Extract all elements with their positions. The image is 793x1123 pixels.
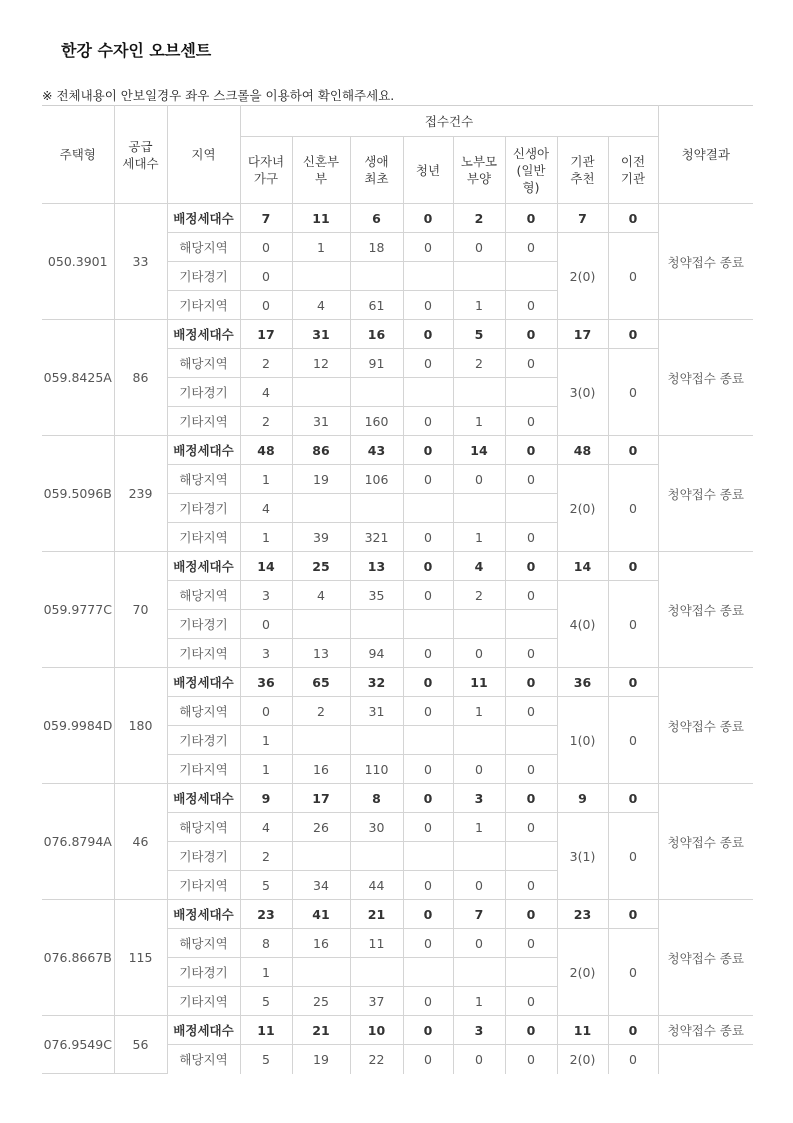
count-cell: 0 — [240, 262, 292, 291]
alloc-value-cell: 2 — [453, 204, 505, 233]
alloc-value-cell: 11 — [453, 668, 505, 697]
house-type-cell: 050.3901 — [42, 204, 114, 320]
alloc-value-cell: 65 — [292, 668, 350, 697]
alloc-value-cell: 0 — [403, 204, 453, 233]
count-cell: 2 — [240, 842, 292, 871]
count-cell: 0 — [403, 407, 453, 436]
count-cell: 44 — [350, 871, 403, 900]
count-cell: 2 — [453, 349, 505, 378]
count-cell — [292, 958, 350, 987]
count-cell: 0 — [505, 581, 557, 610]
count-cell — [453, 610, 505, 639]
supply-units-cell: 70 — [114, 552, 167, 668]
region-label-cell: 해당지역 — [167, 233, 240, 262]
count-cell: 0 — [240, 697, 292, 726]
region-label-cell: 기타경기 — [167, 726, 240, 755]
count-cell: 16 — [292, 755, 350, 784]
count-cell — [453, 726, 505, 755]
header-col: 노부모 부양 — [453, 137, 505, 204]
count-cell: 0 — [403, 929, 453, 958]
count-cell: 0 — [403, 813, 453, 842]
alloc-value-cell: 0 — [403, 320, 453, 349]
count-cell: 0 — [505, 465, 557, 494]
relocation-cell: 0 — [608, 233, 658, 320]
alloc-value-cell: 0 — [403, 1016, 453, 1045]
region-label-cell: 해당지역 — [167, 929, 240, 958]
region-label-cell: 기타지역 — [167, 523, 240, 552]
relocation-cell: 0 — [608, 349, 658, 436]
count-cell: 31 — [292, 407, 350, 436]
alloc-value-cell: 17 — [292, 784, 350, 813]
count-cell — [292, 378, 350, 407]
count-cell — [292, 494, 350, 523]
count-cell: 5 — [240, 871, 292, 900]
count-cell: 3 — [240, 581, 292, 610]
count-cell — [403, 726, 453, 755]
count-cell — [403, 958, 453, 987]
region-label-cell: 기타지역 — [167, 987, 240, 1016]
alloc-value-cell: 0 — [608, 320, 658, 349]
count-cell — [505, 958, 557, 987]
house-type-cell: 076.8667B — [42, 900, 114, 1016]
count-cell: 0 — [505, 233, 557, 262]
header-result: 청약결과 — [658, 106, 753, 204]
alloc-value-cell: 13 — [350, 552, 403, 581]
alloc-value-cell: 3 — [453, 784, 505, 813]
count-cell: 0 — [453, 929, 505, 958]
alloc-value-cell: 0 — [608, 784, 658, 813]
alloc-value-cell: 6 — [350, 204, 403, 233]
count-cell — [403, 262, 453, 291]
institution-cell: 2(0) — [557, 465, 608, 552]
count-cell: 0 — [403, 581, 453, 610]
count-cell: 4 — [292, 291, 350, 320]
count-cell — [292, 726, 350, 755]
count-cell: 13 — [292, 639, 350, 668]
header-supply-units: 공급 세대수 — [114, 106, 167, 204]
count-cell: 0 — [453, 639, 505, 668]
count-cell: 0 — [505, 813, 557, 842]
alloc-value-cell: 0 — [505, 1016, 557, 1045]
region-label-cell: 해당지역 — [167, 813, 240, 842]
count-cell: 2 — [453, 581, 505, 610]
count-cell: 0 — [403, 639, 453, 668]
count-cell: 0 — [240, 233, 292, 262]
result-cell: 청약접수 종료 — [658, 436, 753, 552]
header-region: 지역 — [167, 106, 240, 204]
count-cell: 39 — [292, 523, 350, 552]
region-label-cell: 기타경기 — [167, 610, 240, 639]
count-cell — [350, 842, 403, 871]
count-cell: 5 — [240, 987, 292, 1016]
count-cell: 94 — [350, 639, 403, 668]
house-type-cell: 059.5096B — [42, 436, 114, 552]
supply-units-cell: 33 — [114, 204, 167, 320]
alloc-value-cell: 21 — [292, 1016, 350, 1045]
count-cell — [403, 494, 453, 523]
count-cell: 0 — [505, 755, 557, 784]
count-cell: 30 — [350, 813, 403, 842]
count-cell: 0 — [403, 465, 453, 494]
alloc-value-cell: 0 — [403, 900, 453, 929]
alloc-value-cell: 0 — [608, 668, 658, 697]
alloc-value-cell: 25 — [292, 552, 350, 581]
count-cell: 18 — [350, 233, 403, 262]
count-cell: 1 — [240, 958, 292, 987]
alloc-value-cell: 10 — [350, 1016, 403, 1045]
count-cell: 3 — [240, 639, 292, 668]
subscription-table — [42, 105, 753, 1074]
region-label-cell: 배정세대수 — [167, 436, 240, 465]
empty-cell — [658, 1045, 753, 1074]
supply-units-cell: 86 — [114, 320, 167, 436]
alloc-value-cell: 9 — [240, 784, 292, 813]
count-cell: 31 — [350, 697, 403, 726]
alloc-value-cell: 48 — [557, 436, 608, 465]
alloc-value-cell: 0 — [505, 900, 557, 929]
alloc-value-cell: 0 — [403, 552, 453, 581]
region-label-cell: 해당지역 — [167, 349, 240, 378]
alloc-value-cell: 0 — [608, 204, 658, 233]
house-type-cell: 059.9777C — [42, 552, 114, 668]
count-cell: 4 — [292, 581, 350, 610]
alloc-value-cell: 23 — [240, 900, 292, 929]
count-cell — [350, 958, 403, 987]
count-cell: 19 — [292, 465, 350, 494]
region-label-cell: 기타경기 — [167, 842, 240, 871]
region-label-cell: 기타지역 — [167, 407, 240, 436]
count-cell: 0 — [453, 233, 505, 262]
count-cell: 1 — [240, 523, 292, 552]
count-cell: 110 — [350, 755, 403, 784]
header-col: 청년 — [403, 137, 453, 204]
result-cell: 청약접수 종료 — [658, 784, 753, 900]
count-cell: 37 — [350, 987, 403, 1016]
count-cell — [350, 610, 403, 639]
count-cell: 0 — [403, 1045, 453, 1074]
alloc-value-cell: 17 — [240, 320, 292, 349]
alloc-value-cell: 0 — [608, 436, 658, 465]
supply-units-cell: 46 — [114, 784, 167, 900]
count-cell: 0 — [403, 697, 453, 726]
result-cell: 청약접수 종료 — [658, 320, 753, 436]
alloc-value-cell: 16 — [350, 320, 403, 349]
count-cell: 0 — [505, 349, 557, 378]
supply-units-cell: 56 — [114, 1016, 167, 1074]
count-cell: 1 — [240, 726, 292, 755]
result-cell: 청약접수 종료 — [658, 1016, 753, 1045]
count-cell: 0 — [505, 1045, 557, 1074]
supply-units-cell: 115 — [114, 900, 167, 1016]
alloc-value-cell: 41 — [292, 900, 350, 929]
region-label-cell: 배정세대수 — [167, 1016, 240, 1045]
count-cell: 0 — [403, 523, 453, 552]
count-cell: 0 — [505, 523, 557, 552]
scroll-notice: ※ 전체내용이 안보일경우 좌우 스크롤을 이용하여 확인해주세요. — [42, 88, 395, 103]
alloc-value-cell: 0 — [505, 784, 557, 813]
alloc-value-cell: 23 — [557, 900, 608, 929]
region-label-cell: 해당지역 — [167, 465, 240, 494]
header-col: 다자녀 가구 — [240, 137, 292, 204]
count-cell: 25 — [292, 987, 350, 1016]
alloc-value-cell: 0 — [403, 436, 453, 465]
count-cell: 0 — [403, 291, 453, 320]
alloc-value-cell: 7 — [453, 900, 505, 929]
count-cell: 1 — [453, 291, 505, 320]
region-label-cell: 배정세대수 — [167, 900, 240, 929]
page-title: 한강 수자인 오브센트 — [61, 41, 212, 60]
alloc-value-cell: 17 — [557, 320, 608, 349]
count-cell: 4 — [240, 813, 292, 842]
alloc-value-cell: 86 — [292, 436, 350, 465]
count-cell — [350, 726, 403, 755]
institution-cell: 4(0) — [557, 581, 608, 668]
table-row — [42, 320, 753, 349]
table-row — [42, 436, 753, 465]
alloc-value-cell: 36 — [557, 668, 608, 697]
count-cell: 1 — [453, 697, 505, 726]
alloc-value-cell: 48 — [240, 436, 292, 465]
count-cell — [403, 842, 453, 871]
count-cell: 0 — [505, 697, 557, 726]
alloc-value-cell: 36 — [240, 668, 292, 697]
count-cell: 2 — [240, 407, 292, 436]
region-label-cell: 배정세대수 — [167, 552, 240, 581]
count-cell: 0 — [240, 291, 292, 320]
count-cell: 0 — [505, 407, 557, 436]
region-label-cell: 기타경기 — [167, 494, 240, 523]
result-cell: 청약접수 종료 — [658, 204, 753, 320]
table-row — [42, 900, 753, 929]
header-house-type: 주택형 — [42, 106, 114, 204]
count-cell — [453, 842, 505, 871]
header-applications: 접수건수 — [240, 106, 658, 137]
region-label-cell: 기타경기 — [167, 378, 240, 407]
institution-cell: 2(0) — [557, 233, 608, 320]
alloc-value-cell: 0 — [505, 320, 557, 349]
count-cell — [453, 378, 505, 407]
count-cell: 0 — [403, 349, 453, 378]
alloc-value-cell: 7 — [557, 204, 608, 233]
region-label-cell: 기타지역 — [167, 639, 240, 668]
count-cell: 11 — [350, 929, 403, 958]
count-cell — [350, 494, 403, 523]
alloc-value-cell: 43 — [350, 436, 403, 465]
relocation-cell: 0 — [608, 581, 658, 668]
count-cell: 91 — [350, 349, 403, 378]
alloc-value-cell: 14 — [240, 552, 292, 581]
institution-cell: 3(0) — [557, 349, 608, 436]
house-type-cell: 076.8794A — [42, 784, 114, 900]
region-label-cell: 배정세대수 — [167, 204, 240, 233]
house-type-cell: 059.9984D — [42, 668, 114, 784]
region-label-cell: 해당지역 — [167, 1045, 240, 1074]
count-cell — [403, 610, 453, 639]
header-col: 신생아 (일반 형) — [505, 137, 557, 204]
count-cell — [292, 842, 350, 871]
count-cell: 0 — [453, 1045, 505, 1074]
alloc-value-cell: 8 — [350, 784, 403, 813]
region-label-cell: 기타지역 — [167, 871, 240, 900]
result-cell: 청약접수 종료 — [658, 668, 753, 784]
count-cell — [292, 610, 350, 639]
house-type-cell: 059.8425A — [42, 320, 114, 436]
count-cell: 26 — [292, 813, 350, 842]
count-cell — [505, 378, 557, 407]
count-cell: 0 — [505, 987, 557, 1016]
count-cell: 1 — [453, 987, 505, 1016]
count-cell: 321 — [350, 523, 403, 552]
count-cell: 0 — [240, 610, 292, 639]
alloc-value-cell: 11 — [292, 204, 350, 233]
institution-cell: 2(0) — [557, 929, 608, 1016]
count-cell: 5 — [240, 1045, 292, 1074]
alloc-value-cell: 0 — [403, 668, 453, 697]
relocation-cell: 0 — [608, 813, 658, 900]
count-cell: 0 — [403, 987, 453, 1016]
region-label-cell: 기타지역 — [167, 755, 240, 784]
alloc-value-cell: 4 — [453, 552, 505, 581]
count-cell: 0 — [403, 755, 453, 784]
count-cell: 1 — [453, 813, 505, 842]
count-cell — [453, 958, 505, 987]
region-label-cell: 배정세대수 — [167, 784, 240, 813]
alloc-value-cell: 0 — [403, 784, 453, 813]
count-cell: 1 — [292, 233, 350, 262]
table-row — [42, 1016, 753, 1045]
supply-units-cell: 180 — [114, 668, 167, 784]
alloc-value-cell: 11 — [240, 1016, 292, 1045]
count-cell: 160 — [350, 407, 403, 436]
count-cell: 34 — [292, 871, 350, 900]
alloc-value-cell: 31 — [292, 320, 350, 349]
count-cell: 1 — [453, 407, 505, 436]
count-cell: 1 — [453, 523, 505, 552]
alloc-value-cell: 14 — [557, 552, 608, 581]
alloc-value-cell: 5 — [453, 320, 505, 349]
count-cell: 22 — [350, 1045, 403, 1074]
header-col: 이전 기관 — [608, 137, 658, 204]
alloc-value-cell: 0 — [505, 204, 557, 233]
region-label-cell: 배정세대수 — [167, 320, 240, 349]
relocation-cell: 0 — [608, 929, 658, 1016]
header-col: 신혼부 부 — [292, 137, 350, 204]
count-cell — [453, 262, 505, 291]
table-row — [42, 204, 753, 233]
count-cell: 35 — [350, 581, 403, 610]
header-col: 생애 최초 — [350, 137, 403, 204]
alloc-value-cell: 0 — [608, 900, 658, 929]
count-cell: 8 — [240, 929, 292, 958]
alloc-value-cell: 14 — [453, 436, 505, 465]
count-cell: 0 — [505, 639, 557, 668]
table-row — [42, 784, 753, 813]
institution-cell: 3(1) — [557, 813, 608, 900]
count-cell: 61 — [350, 291, 403, 320]
institution-cell: 1(0) — [557, 697, 608, 784]
count-cell: 0 — [403, 233, 453, 262]
alloc-value-cell: 32 — [350, 668, 403, 697]
count-cell: 2 — [292, 697, 350, 726]
region-label-cell: 해당지역 — [167, 581, 240, 610]
table-row — [42, 668, 753, 697]
count-cell — [505, 262, 557, 291]
count-cell: 0 — [403, 871, 453, 900]
count-cell: 0 — [453, 465, 505, 494]
count-cell: 4 — [240, 494, 292, 523]
header-col: 기관 추천 — [557, 137, 608, 204]
count-cell: 0 — [505, 929, 557, 958]
count-cell — [350, 262, 403, 291]
region-label-cell: 해당지역 — [167, 697, 240, 726]
alloc-value-cell: 0 — [505, 552, 557, 581]
region-label-cell: 기타경기 — [167, 958, 240, 987]
alloc-value-cell: 9 — [557, 784, 608, 813]
alloc-value-cell: 11 — [557, 1016, 608, 1045]
alloc-value-cell: 0 — [505, 436, 557, 465]
count-cell: 0 — [453, 755, 505, 784]
result-cell: 청약접수 종료 — [658, 552, 753, 668]
count-cell: 1 — [240, 465, 292, 494]
region-label-cell: 기타경기 — [167, 262, 240, 291]
count-cell — [505, 726, 557, 755]
house-type-cell: 076.9549C — [42, 1016, 114, 1074]
count-cell: 1 — [240, 755, 292, 784]
institution-cell: 2(0) — [557, 1045, 608, 1074]
count-cell — [505, 610, 557, 639]
count-cell: 0 — [453, 871, 505, 900]
alloc-value-cell: 7 — [240, 204, 292, 233]
count-cell — [403, 378, 453, 407]
alloc-value-cell: 0 — [505, 668, 557, 697]
alloc-value-cell: 0 — [608, 552, 658, 581]
supply-units-cell: 239 — [114, 436, 167, 552]
region-label-cell: 기타지역 — [167, 291, 240, 320]
relocation-cell: 0 — [608, 1045, 658, 1074]
count-cell: 12 — [292, 349, 350, 378]
count-cell: 4 — [240, 378, 292, 407]
count-cell: 16 — [292, 929, 350, 958]
relocation-cell: 0 — [608, 465, 658, 552]
alloc-value-cell: 3 — [453, 1016, 505, 1045]
result-cell: 청약접수 종료 — [658, 900, 753, 1016]
count-cell: 0 — [505, 291, 557, 320]
relocation-cell: 0 — [608, 697, 658, 784]
count-cell: 19 — [292, 1045, 350, 1074]
alloc-value-cell: 21 — [350, 900, 403, 929]
count-cell: 2 — [240, 349, 292, 378]
count-cell — [505, 842, 557, 871]
count-cell — [350, 378, 403, 407]
region-label-cell: 배정세대수 — [167, 668, 240, 697]
count-cell — [292, 262, 350, 291]
count-cell — [505, 494, 557, 523]
count-cell: 0 — [505, 871, 557, 900]
count-cell — [453, 494, 505, 523]
table-row — [42, 552, 753, 581]
alloc-value-cell: 0 — [608, 1016, 658, 1045]
count-cell: 106 — [350, 465, 403, 494]
